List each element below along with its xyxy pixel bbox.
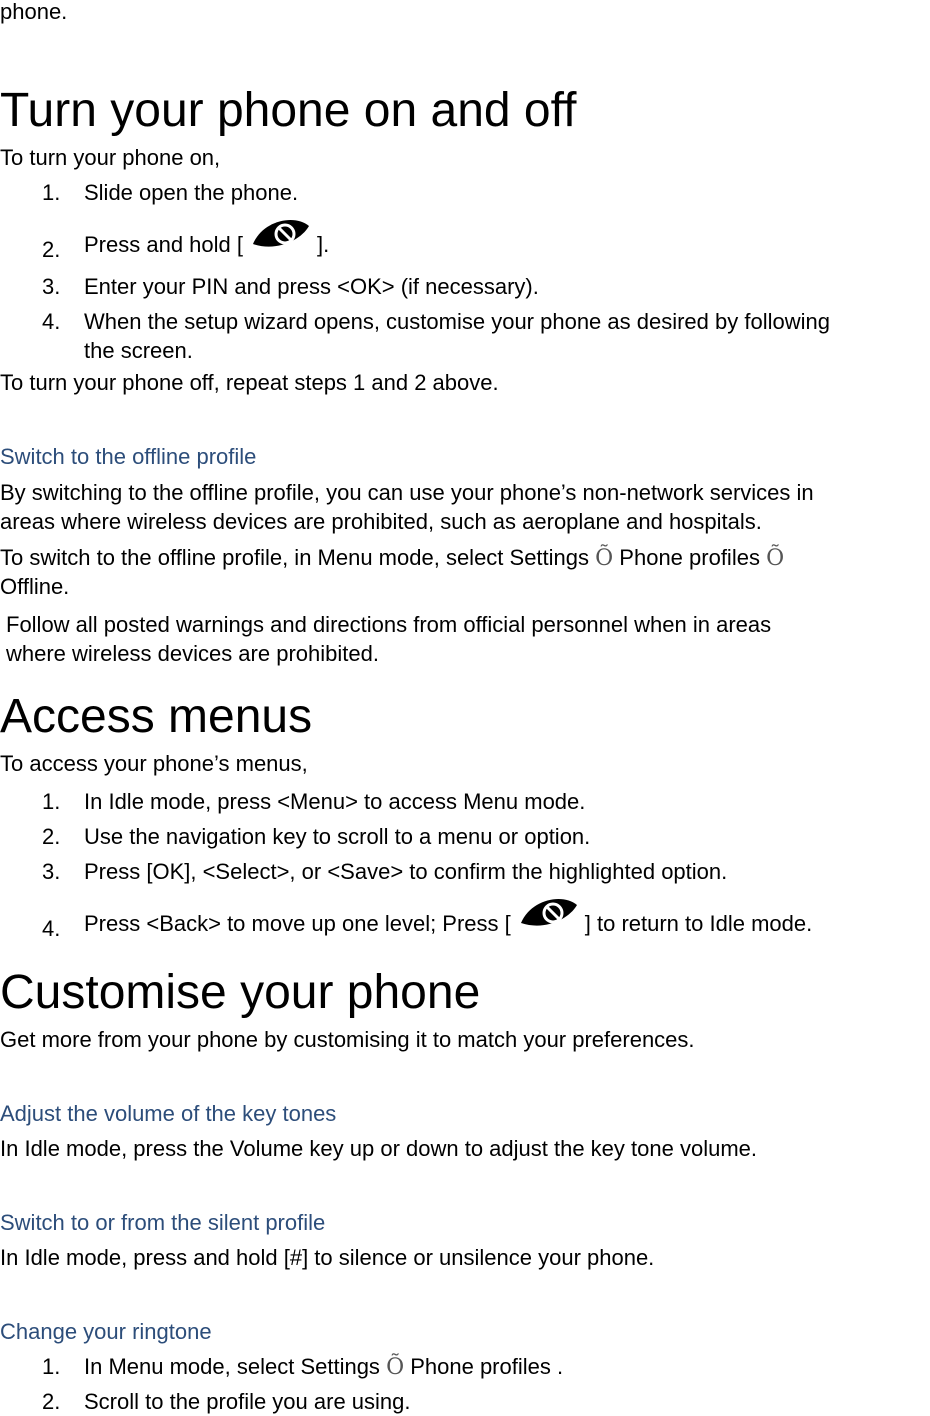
page-fragment: phone. (0, 0, 68, 24)
customise-intro: Get more from your phone by customising it to match your preferences. (0, 1027, 695, 1052)
power-intro: To turn your phone on, (0, 145, 221, 170)
ring-step-1-a: In Menu mode, select Settings (84, 1354, 387, 1379)
power-step-4: When the setup wizard opens, customise your phone as desired by following (84, 309, 830, 334)
step-number: 2. (42, 1389, 61, 1414)
arrow-glyph: Õ (595, 546, 614, 571)
volume-text: In Idle mode, press the Volume key up or down to adjust the key tone volume. (0, 1136, 757, 1161)
ringtone-step-2: Scroll to the profile you are using. (84, 1389, 411, 1414)
section-title-customise: Customise your phone (0, 966, 481, 1019)
offline-p2-a: To switch to the offline profile, in Menu mode, select Settings (0, 545, 596, 570)
offline-paragraph-1: By switching to the offline profile, you can use your phone’s non-network services in (0, 480, 814, 505)
offline-paragraph-1-cont: areas where wireless devices are prohibited, such as aeroplane and hospitals. (0, 509, 762, 534)
section-title-menus: Access menus (0, 690, 313, 743)
step-number: 1. (42, 789, 61, 814)
ring-step-1-b: Phone profiles . (404, 1354, 564, 1379)
step-number: 4. (42, 309, 61, 334)
power-step-2-text: Press and hold [ (84, 232, 243, 257)
step-number: 1. (42, 180, 61, 205)
menus-step-2: Use the navigation key to scroll to a menu or option. (84, 824, 591, 849)
subsection-title-offline: Switch to the offline profile (0, 444, 257, 469)
step-number: 3. (42, 859, 61, 884)
arrow-glyph: Õ (386, 1355, 405, 1380)
menus-intro: To access your phone’s menus, (0, 751, 308, 776)
menus-step-4 (84, 891, 812, 950)
power-step-4-cont: the screen. (84, 338, 193, 363)
menus-step-4-end: ] to return to Idle mode. (584, 911, 813, 936)
offline-paragraph-2-cont: Offline. (0, 574, 70, 599)
offline-paragraph-2 (0, 544, 784, 573)
offline-p2-b: Phone profiles (613, 545, 767, 570)
step-number: 2. (42, 237, 61, 262)
menus-step-3: Press [OK], <Select>, or <Save> to confirm the highlighted option. (84, 859, 728, 884)
step-number: 2. (42, 824, 61, 849)
arrow-glyph: Õ (766, 546, 785, 571)
step-number: 1. (42, 1354, 61, 1379)
power-step-2 (84, 212, 329, 271)
offline-warning: Follow all posted warnings and directions from official personnel when in areas (6, 612, 772, 637)
menus-step-4-text: Press <Back> to move up one level; Press [ (84, 911, 511, 936)
power-step-2-end: ]. (316, 232, 330, 257)
step-number: 4. (42, 916, 61, 941)
subsection-title-ringtone: Change your ringtone (0, 1319, 212, 1344)
subsection-title-volume: Adjust the volume of the key tones (0, 1101, 337, 1126)
subsection-title-silent: Switch to or from the silent profile (0, 1210, 326, 1235)
power-off-text: To turn your phone off, repeat steps 1 and 2 above. (0, 370, 499, 395)
offline-warning-cont: where wireless devices are prohibited. (6, 641, 379, 666)
step-number: 3. (42, 274, 61, 299)
silent-text: In Idle mode, press and hold [#] to silence or unsilence your phone. (0, 1245, 655, 1270)
ringtone-step-1 (84, 1353, 563, 1382)
end-call-key-icon (247, 212, 313, 258)
section-title-power: Turn your phone on and off (0, 84, 577, 137)
menus-step-1: In Idle mode, press <Menu> to access Menu mode. (84, 789, 586, 814)
end-call-key-icon (515, 891, 581, 937)
power-step-1: Slide open the phone. (84, 180, 299, 205)
power-step-3: Enter your PIN and press <OK> (if necessary). (84, 274, 539, 299)
